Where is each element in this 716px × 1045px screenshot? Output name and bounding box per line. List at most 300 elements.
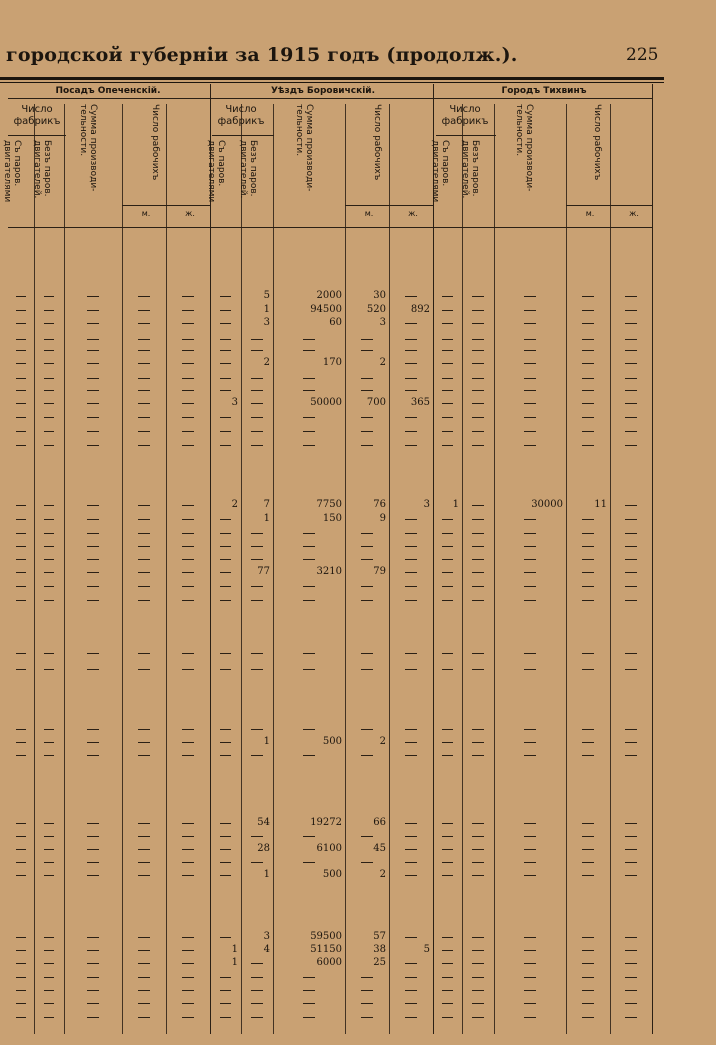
posad-dash (44, 417, 55, 418)
borovichi-value-summa: 2000 (316, 290, 342, 301)
borovichi-dash (220, 350, 231, 351)
tikhvin-dash (524, 977, 536, 978)
borovichi-value-summa: 3210 (316, 566, 342, 577)
posad-dash (138, 937, 150, 938)
posad-dash (44, 310, 55, 311)
posad-dash (16, 339, 25, 340)
tikhvin-dash (524, 600, 536, 601)
posad-dash (16, 378, 25, 379)
posad-dash (87, 417, 99, 418)
borovichi-value-bez: 3 (263, 931, 270, 942)
column-rule (166, 104, 167, 1034)
tikhvin-dash (625, 323, 637, 324)
fabriki-underline (436, 135, 496, 136)
tikhvin-dash (442, 862, 452, 863)
borovichi-dash (251, 417, 262, 418)
posad-dash (44, 823, 55, 824)
posad-dash (44, 323, 55, 324)
tikhvin-dash (472, 875, 483, 876)
borovichi-value-bez: 7 (263, 499, 270, 510)
borovichi-dash (361, 350, 373, 351)
tikhvin-dash (442, 875, 452, 876)
posad-dash (87, 755, 99, 756)
tikhvin-dash (442, 729, 452, 730)
tikhvin-dash (582, 742, 594, 743)
posad-dash (138, 417, 150, 418)
tikhvin-dash (625, 519, 637, 520)
tikhvin-dash (582, 445, 594, 446)
borovichi-dash (220, 445, 231, 446)
tikhvin-dash (524, 533, 536, 534)
posad-dash (138, 403, 150, 404)
borovichi-dash (405, 862, 417, 863)
tikhvin-dash (472, 390, 483, 391)
borovichi-value-s: 2 (231, 499, 238, 510)
posad-dash (16, 755, 25, 756)
borovichi-dash (361, 862, 373, 863)
tikhvin-dash (582, 586, 594, 587)
borovichi-dash (361, 1003, 373, 1004)
posad-dash (16, 546, 25, 547)
posad-dash (44, 755, 55, 756)
posad-dash (44, 296, 55, 297)
tikhvin-dash (524, 823, 536, 824)
column-rule (64, 104, 65, 1034)
posad-dash (44, 729, 55, 730)
tikhvin-value-summa: 30000 (531, 499, 563, 510)
borovichi-value-summa: 500 (322, 736, 342, 747)
posad-dash (87, 963, 99, 964)
posad-dash (16, 572, 25, 573)
tikhvin-dash (442, 445, 452, 446)
posad-dash (44, 350, 55, 351)
posad-dash (138, 559, 150, 560)
posad-dash (16, 937, 25, 938)
posad-dash (182, 1003, 194, 1004)
tikhvin-dash (625, 669, 637, 670)
borovichi-value-summa: 19272 (310, 817, 342, 828)
col-header-bez-parov: Безъ паров. двигателей. (32, 140, 52, 199)
posad-dash (87, 378, 99, 379)
tikhvin-dash (524, 431, 536, 432)
posad-dash (182, 669, 194, 670)
posad-dash (16, 350, 25, 351)
tikhvin-dash (442, 653, 452, 654)
borovichi-dash (303, 653, 315, 654)
tikhvin-dash (524, 875, 536, 876)
tikhvin-dash (472, 403, 483, 404)
posad-dash (16, 729, 25, 730)
posad-dash (138, 600, 150, 601)
sex-underline (566, 205, 652, 206)
posad-dash (44, 669, 55, 670)
tikhvin-dash (625, 505, 637, 506)
posad-dash (182, 849, 194, 850)
borovichi-value-bez: 3 (263, 317, 270, 328)
borovichi-dash (220, 849, 231, 850)
tikhvin-dash (524, 937, 536, 938)
header-rule (0, 77, 664, 80)
borovichi-dash (361, 431, 373, 432)
tikhvin-dash (582, 653, 594, 654)
tikhvin-dash (524, 729, 536, 730)
borovichi-dash (220, 669, 231, 670)
posad-dash (16, 875, 25, 876)
borovichi-dash (405, 742, 417, 743)
tikhvin-dash (582, 963, 594, 964)
tikhvin-dash (472, 339, 483, 340)
tikhvin-dash (472, 950, 483, 951)
tikhvin-value-s: 1 (452, 499, 459, 510)
posad-dash (138, 653, 150, 654)
tikhvin-dash (582, 849, 594, 850)
posad-dash (44, 600, 55, 601)
tikhvin-dash (625, 755, 637, 756)
tikhvin-dash (524, 755, 536, 756)
borovichi-value-zh: 3 (423, 499, 430, 510)
tikhvin-dash (625, 653, 637, 654)
tikhvin-dash (472, 1017, 483, 1018)
borovichi-dash (405, 296, 417, 297)
tikhvin-dash (582, 339, 594, 340)
borovichi-value-m: 3 (379, 317, 386, 328)
posad-dash (87, 546, 99, 547)
borovichi-value-summa: 59500 (310, 931, 342, 942)
tikhvin-dash (582, 559, 594, 560)
tikhvin-dash (524, 669, 536, 670)
posad-dash (44, 559, 55, 560)
tikhvin-dash (472, 836, 483, 837)
posad-dash (44, 378, 55, 379)
tikhvin-dash (582, 546, 594, 547)
posad-dash (138, 533, 150, 534)
posad-dash (182, 572, 194, 573)
tikhvin-dash (582, 417, 594, 418)
borovichi-dash (303, 445, 315, 446)
tikhvin-dash (472, 546, 483, 547)
posad-dash (182, 339, 194, 340)
borovichi-value-m: 2 (379, 869, 386, 880)
tikhvin-dash (442, 417, 452, 418)
tikhvin-dash (582, 1017, 594, 1018)
tikhvin-dash (524, 403, 536, 404)
borovichi-dash (251, 586, 262, 587)
borovichi-value-summa: 6000 (316, 957, 342, 968)
tikhvin-dash (524, 378, 536, 379)
posad-dash (182, 559, 194, 560)
posad-dash (138, 296, 150, 297)
posad-dash (87, 586, 99, 587)
tikhvin-dash (442, 403, 452, 404)
borovichi-value-summa: 6100 (316, 843, 342, 854)
tikhvin-dash (582, 862, 594, 863)
posad-dash (44, 339, 55, 340)
posad-dash (16, 963, 25, 964)
tikhvin-dash (472, 323, 483, 324)
col-header-rabochih: Число рабочихъ (150, 104, 160, 181)
posad-dash (138, 378, 150, 379)
tikhvin-dash (524, 1017, 536, 1018)
borovichi-value-summa: 94500 (310, 304, 342, 315)
borovichi-dash (220, 823, 231, 824)
tikhvin-dash (625, 977, 637, 978)
posad-dash (138, 669, 150, 670)
posad-dash (87, 990, 99, 991)
posad-dash (87, 729, 99, 730)
tikhvin-dash (582, 755, 594, 756)
borovichi-dash (251, 963, 262, 964)
tikhvin-dash (524, 310, 536, 311)
borovichi-dash (251, 862, 262, 863)
posad-dash (87, 533, 99, 534)
borovichi-value-m: 76 (373, 499, 386, 510)
posad-dash (44, 505, 55, 506)
posad-dash (182, 653, 194, 654)
borovichi-dash (405, 653, 417, 654)
tikhvin-dash (472, 937, 483, 938)
tikhvin-dash (442, 963, 452, 964)
tikhvin-dash (524, 546, 536, 547)
tikhvin-dash (472, 1003, 483, 1004)
posad-dash (138, 836, 150, 837)
borovichi-dash (405, 445, 417, 446)
posad-dash (44, 403, 55, 404)
borovichi-dash (251, 378, 262, 379)
posad-dash (138, 862, 150, 863)
posad-dash (44, 431, 55, 432)
borovichi-dash (220, 363, 231, 364)
borovichi-dash (405, 390, 417, 391)
borovichi-dash (361, 755, 373, 756)
tikhvin-dash (625, 600, 637, 601)
tikhvin-dash (582, 519, 594, 520)
posad-dash (16, 1003, 25, 1004)
borovichi-dash (220, 729, 231, 730)
posad-dash (138, 1003, 150, 1004)
posad-dash (16, 403, 25, 404)
group-separator (652, 84, 653, 1034)
posad-dash (138, 350, 150, 351)
borovichi-dash (251, 755, 262, 756)
posad-dash (16, 390, 25, 391)
tikhvin-dash (625, 742, 637, 743)
borovichi-value-summa: 170 (322, 357, 342, 368)
posad-dash (182, 977, 194, 978)
posad-dash (87, 363, 99, 364)
posad-dash (138, 742, 150, 743)
posad-dash (182, 378, 194, 379)
borovichi-dash (251, 339, 262, 340)
posad-dash (87, 431, 99, 432)
borovichi-dash (251, 600, 262, 601)
posad-dash (16, 296, 25, 297)
posad-dash (138, 323, 150, 324)
tikhvin-dash (582, 350, 594, 351)
borovichi-dash (220, 836, 231, 837)
borovichi-dash (405, 378, 417, 379)
borovichi-value-zh: 5 (423, 944, 430, 955)
borovichi-dash (361, 339, 373, 340)
tikhvin-dash (442, 572, 452, 573)
borovichi-value-m: 9 (379, 513, 386, 524)
posad-dash (182, 546, 194, 547)
tikhvin-dash (524, 323, 536, 324)
borovichi-dash (405, 1003, 417, 1004)
posad-dash (182, 742, 194, 743)
posad-dash (87, 836, 99, 837)
posad-dash (138, 505, 150, 506)
borovichi-dash (361, 600, 373, 601)
borovichi-dash (405, 533, 417, 534)
tikhvin-dash (582, 363, 594, 364)
posad-dash (44, 875, 55, 876)
tikhvin-dash (472, 963, 483, 964)
posad-dash (16, 836, 25, 837)
borovichi-value-m: 57 (373, 931, 386, 942)
borovichi-dash (220, 339, 231, 340)
col-header-m: м. (141, 209, 151, 218)
borovichi-dash (251, 653, 262, 654)
borovichi-value-bez: 1 (263, 736, 270, 747)
tikhvin-dash (472, 572, 483, 573)
posad-dash (182, 937, 194, 938)
tikhvin-dash (442, 755, 452, 756)
tikhvin-dash (524, 950, 536, 951)
borovichi-dash (303, 729, 315, 730)
tikhvin-dash (582, 296, 594, 297)
tikhvin-dash (582, 390, 594, 391)
tikhvin-dash (442, 990, 452, 991)
posad-dash (182, 823, 194, 824)
tikhvin-dash (442, 310, 452, 311)
posad-dash (87, 390, 99, 391)
tikhvin-dash (625, 363, 637, 364)
posad-dash (182, 296, 194, 297)
tikhvin-dash (472, 823, 483, 824)
borovichi-dash (220, 875, 231, 876)
tikhvin-dash (625, 990, 637, 991)
posad-dash (87, 977, 99, 978)
tikhvin-dash (625, 390, 637, 391)
borovichi-value-m: 2 (379, 736, 386, 747)
borovichi-dash (405, 572, 417, 573)
borovichi-dash (361, 1017, 373, 1018)
posad-dash (87, 505, 99, 506)
borovichi-dash (220, 431, 231, 432)
borovichi-dash (303, 417, 315, 418)
posad-dash (16, 310, 25, 311)
tikhvin-dash (442, 350, 452, 351)
group-head-borovichi: Уѣздъ Боровичскій. (270, 86, 376, 96)
borovichi-dash (405, 363, 417, 364)
borovichi-dash (303, 339, 315, 340)
posad-dash (16, 445, 25, 446)
borovichi-dash (303, 990, 315, 991)
group-underline (8, 98, 652, 99)
tikhvin-dash (472, 653, 483, 654)
tikhvin-dash (582, 990, 594, 991)
posad-dash (87, 669, 99, 670)
borovichi-dash (303, 862, 315, 863)
tikhvin-dash (582, 431, 594, 432)
col-header-bez-parov: Безъ паров. двигателей. (460, 140, 480, 199)
tikhvin-dash (625, 823, 637, 824)
tikhvin-dash (625, 950, 637, 951)
posad-dash (138, 950, 150, 951)
tikhvin-dash (472, 533, 483, 534)
borovichi-dash (405, 669, 417, 670)
borovichi-dash (220, 296, 231, 297)
tikhvin-dash (442, 519, 452, 520)
posad-dash (182, 990, 194, 991)
tikhvin-dash (524, 296, 536, 297)
borovichi-dash (303, 1003, 315, 1004)
borovichi-value-m: 700 (366, 397, 386, 408)
borovichi-value-m: 30 (373, 290, 386, 301)
posad-dash (44, 849, 55, 850)
posad-dash (44, 653, 55, 654)
tikhvin-dash (625, 849, 637, 850)
posad-dash (16, 950, 25, 951)
posad-dash (44, 937, 55, 938)
posad-dash (182, 755, 194, 756)
fabriki-underline (212, 135, 274, 136)
borovichi-value-bez: 1 (263, 869, 270, 880)
borovichi-dash (303, 836, 315, 837)
borovichi-dash (251, 533, 262, 534)
posad-dash (16, 519, 25, 520)
posad-dash (44, 533, 55, 534)
tikhvin-dash (472, 417, 483, 418)
col-header-m: м. (364, 209, 374, 218)
posad-dash (16, 823, 25, 824)
posad-dash (87, 310, 99, 311)
borovichi-dash (251, 546, 262, 547)
borovichi-dash (405, 546, 417, 547)
borovichi-dash (405, 559, 417, 560)
borovichi-dash (303, 1017, 315, 1018)
tikhvin-dash (582, 977, 594, 978)
posad-dash (138, 977, 150, 978)
tikhvin-dash (472, 990, 483, 991)
tikhvin-dash (442, 669, 452, 670)
borovichi-dash (220, 653, 231, 654)
tikhvin-dash (582, 572, 594, 573)
tikhvin-dash (524, 586, 536, 587)
col-header-bez-parov: Безъ паров. двигателей. (238, 140, 258, 199)
borovichi-dash (405, 586, 417, 587)
tikhvin-dash (625, 350, 637, 351)
borovichi-dash (251, 431, 262, 432)
header-rule-thin (0, 82, 664, 83)
tikhvin-dash (442, 937, 452, 938)
borovichi-value-m: 25 (373, 957, 386, 968)
posad-dash (16, 323, 25, 324)
sex-underline (345, 205, 433, 206)
posad-dash (138, 363, 150, 364)
borovichi-dash (251, 1017, 262, 1018)
tikhvin-dash (524, 390, 536, 391)
borovichi-dash (405, 350, 417, 351)
posad-dash (44, 963, 55, 964)
col-header-summa: Сумма производи-тельности. (294, 104, 314, 192)
posad-dash (138, 546, 150, 547)
tikhvin-dash (442, 1017, 452, 1018)
borovichi-dash (303, 755, 315, 756)
tikhvin-dash (625, 378, 637, 379)
borovichi-value-m: 66 (373, 817, 386, 828)
tikhvin-dash (472, 559, 483, 560)
